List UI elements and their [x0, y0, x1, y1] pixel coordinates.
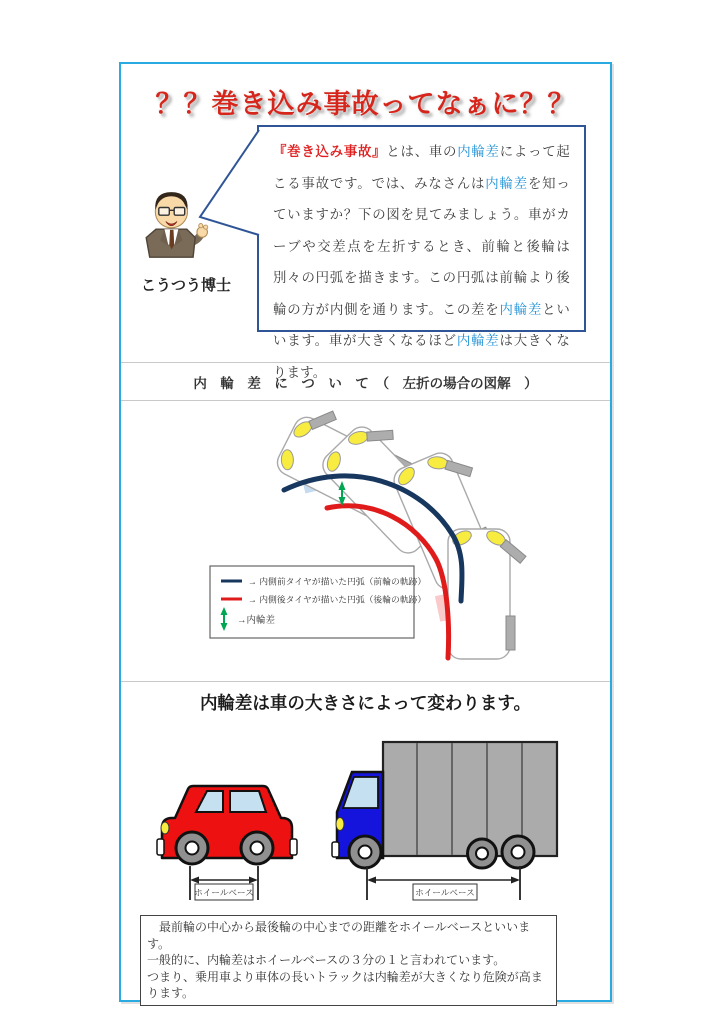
car-rear-window [230, 791, 266, 812]
divider-line [121, 681, 610, 682]
professor-glasses-left [159, 208, 170, 216]
professor-label: こうつう博士 [140, 277, 231, 294]
speech-seg-nairinsa: 内輪差 [456, 333, 500, 348]
legend-rear-label: → 内側後タイヤが描いた円弧（後輪の軌跡） [248, 594, 427, 605]
truck-wheel-hub [512, 846, 525, 859]
professor-finger [204, 225, 208, 229]
car-illustration [157, 786, 297, 864]
speech-seg: とは、車の [386, 144, 458, 159]
speech-text [273, 136, 570, 388]
truck-cargo-box [383, 742, 557, 856]
speech-bubble [257, 125, 586, 380]
professor-illustration [135, 182, 219, 268]
section-header: 内 輪 差 に つ い て （ 左折の場合の図解 ） [193, 376, 538, 391]
vehicle-comparison [121, 719, 606, 914]
page [119, 62, 612, 1002]
car-wheelbase-label: ホイールベース [194, 887, 254, 898]
speech-seg-nairinsa: 内輪差 [499, 301, 543, 317]
legend-front-label: → 内側前タイヤが描いた円弧（前輪の軌跡） [248, 576, 427, 587]
legend-gap-label: →内輪差 [237, 615, 276, 626]
truck-wheelbase-label: ホイールベース [415, 887, 475, 898]
footer-line: つまり、乗用車より車体の長いトラックは内輪差が大きくなり危険が高まります。 [147, 969, 543, 1000]
footer-line: 一般的に、内輪差はホイールベースの３分の１と言われています。 [147, 953, 506, 967]
speech-seg-nairinsa: 内輪差 [485, 175, 528, 191]
truck-illustration [332, 742, 557, 868]
car-wheel-hub [186, 842, 199, 855]
truck-wheel-hub [476, 848, 488, 860]
turning-diagram [121, 400, 606, 681]
car-headlight [161, 822, 169, 834]
truck-wheel-hub [359, 846, 372, 859]
professor-glasses-right [174, 208, 185, 216]
car-wheel-hub [251, 842, 264, 855]
speech-seg-nairinsa: 内輪差 [457, 144, 500, 159]
car-front-bumper [157, 839, 164, 855]
speech-seg-makikomi: 『巻き込み事故』 [273, 144, 387, 159]
professor-finger [199, 224, 203, 228]
truck-headlight [336, 818, 344, 831]
speech-seg: といいます。車が大きくなるほど [273, 301, 570, 348]
footer-line: 最前輪の中心から最後輪の中心までの距離をホイールベースといいます。 [147, 920, 531, 951]
diagram-legend [210, 566, 426, 638]
truck-bumper [332, 842, 339, 857]
speech-seg: を知っていますか？下の図を見てみましょう。車がカーブや交差点を左折するとき、前輪と後輪は別々の円弧を描きます。この円弧は前輪より後輪の方が内側を通ります。この差を [273, 175, 570, 317]
page-title: ？？巻き込み事故ってなぁに？？ [155, 89, 576, 119]
speech-seg: は大きくなります。 [273, 333, 570, 380]
size-note: 内輪差は車の大きさによって変わります。 [199, 693, 532, 713]
speech-seg: によって起こる事故です。では、みなさんは [273, 144, 571, 191]
footer-note-box [140, 915, 557, 1006]
car-rear-bumper [290, 839, 297, 855]
